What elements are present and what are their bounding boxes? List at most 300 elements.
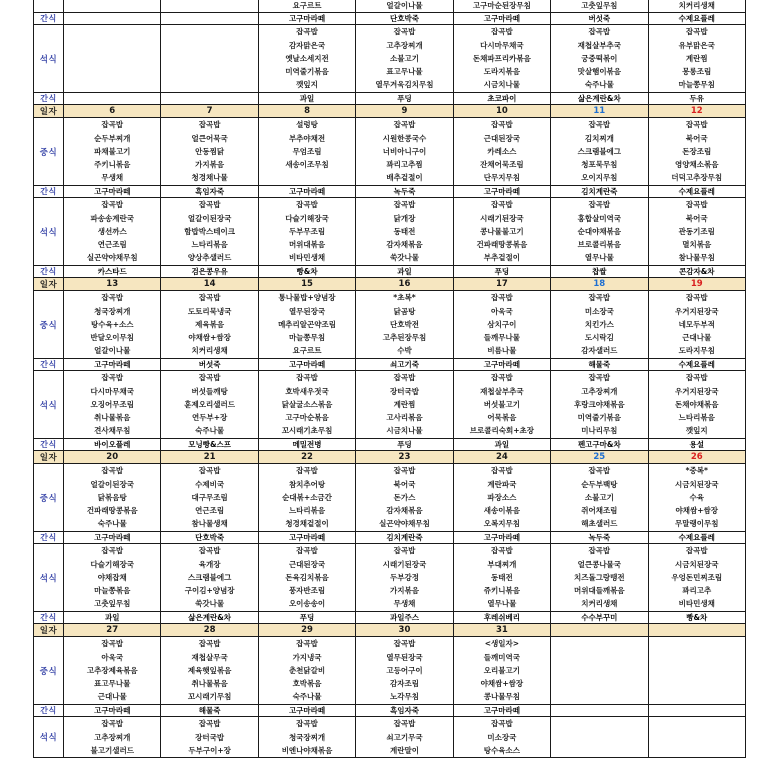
- dinner-cell: [161, 25, 258, 93]
- label-snack: 간식: [34, 13, 64, 25]
- menu-item: 쑥갓나물: [389, 253, 419, 263]
- dinner-cell: [356, 25, 453, 93]
- dinner-cell: [648, 198, 745, 266]
- menu-item: 잡곡밥: [101, 546, 124, 556]
- day-number: 18: [551, 278, 648, 291]
- menu-item: 고사리볶음: [386, 413, 423, 423]
- menu-item: 꼬시래기초무침: [281, 426, 333, 436]
- menu-item: [64, 0, 160, 12]
- menu-item: 동태전: [393, 226, 416, 236]
- menu-item: 어묵볶음: [487, 413, 517, 423]
- dinner-cell: [551, 371, 648, 439]
- menu-item: 닭볶음탕: [97, 492, 127, 502]
- dinner-cell: [356, 544, 453, 612]
- menu-item: 잡곡밥: [685, 293, 708, 303]
- menu-item: 잡곡밥: [393, 546, 416, 556]
- menu-item: 쑥갓나물: [195, 599, 225, 609]
- label-lunch: 중식: [34, 464, 64, 532]
- menu-item: 감자조림: [389, 679, 419, 689]
- menu-item: 콩나물불고기: [480, 226, 524, 236]
- lunch-cell: [161, 291, 258, 359]
- menu-item: 옛날소세지전: [285, 53, 329, 63]
- snack-cell: 해물죽: [161, 705, 258, 717]
- menu-item: 노각무침: [389, 692, 419, 702]
- menu-item: 네모두부적: [678, 319, 715, 329]
- menu-item: 제육볶음: [195, 319, 225, 329]
- menu-item: 잡곡밥: [198, 200, 221, 210]
- menu-item: 느타리볶음: [191, 240, 228, 250]
- menu-item: 단호박전: [389, 319, 419, 329]
- lunch-cell: [648, 464, 745, 532]
- day-number: 22: [258, 451, 355, 464]
- menu-item: 실곤약야채무침: [86, 253, 138, 263]
- menu-item: 시금치된장국: [675, 559, 719, 569]
- day-number: 21: [161, 451, 258, 464]
- dinner-cell: [648, 25, 745, 93]
- menu-item: 잡곡밥: [296, 27, 318, 37]
- menu-item: 건파래땅콩볶음: [476, 240, 528, 250]
- menu-item: 청경채겉절이: [285, 519, 329, 529]
- label-snack: 간식: [34, 186, 64, 198]
- menu-item: 참치추어탕: [288, 479, 326, 489]
- snack-cell: 고구마라떼: [453, 186, 550, 198]
- lunch-cell: [356, 291, 453, 359]
- dinner-cell: [453, 371, 550, 439]
- snack-cell: 버섯죽: [161, 359, 258, 371]
- menu-item: 치커리생채: [581, 599, 618, 609]
- label-day: 일자: [34, 624, 64, 637]
- menu-item: 부추겉절이: [483, 253, 521, 263]
- menu-item: 호박새우젓국: [285, 386, 329, 396]
- menu-item: 가지볶음: [195, 160, 225, 170]
- menu-item: 숙주나물: [195, 426, 225, 436]
- menu-item: 잡곡밥: [491, 546, 513, 556]
- menu-item: 배추겉절이: [386, 173, 423, 183]
- menu-item: 도토리묵냉국: [187, 306, 232, 316]
- lunch-tail-cell: [258, 0, 355, 13]
- snack-cell: 과일: [453, 439, 550, 451]
- snack-cell: 수제요플레: [648, 186, 745, 198]
- menu-item: 잡곡밥: [198, 293, 221, 303]
- menu-item: 얼갈이나물: [94, 346, 131, 356]
- menu-item: 잡곡밥: [393, 719, 416, 729]
- menu-item: 잡곡밥: [198, 719, 221, 729]
- menu-item: 시원한콩국수: [382, 133, 427, 143]
- day-number: 29: [258, 624, 355, 637]
- menu-item: 재첩살부추국: [480, 386, 524, 396]
- menu-item: 시래기된장국: [382, 559, 427, 569]
- menu-item: 잡곡밥: [296, 719, 318, 729]
- menu-item: 우엉돈민찌조림: [671, 572, 723, 582]
- dinner-cell: [64, 544, 161, 612]
- lunch-cell: [356, 637, 453, 705]
- menu-item: 불고기샐러드: [90, 745, 134, 755]
- lunch-tail-cell: [648, 0, 745, 13]
- menu-item: 가지냉국: [292, 652, 322, 662]
- menu-item: 고춧잎무침: [94, 599, 131, 609]
- lunch-tail-cell: [64, 0, 161, 13]
- menu-item: 재첩살무국: [191, 652, 228, 662]
- menu-item: 잡곡밥: [101, 293, 124, 303]
- menu-item: 너비아니구이: [382, 146, 427, 156]
- lunch-cell: [64, 291, 161, 359]
- label-dinner-snack: 간식: [34, 93, 64, 105]
- menu-item: 닭곰탕: [393, 306, 416, 316]
- day-number: 31: [453, 624, 550, 637]
- lunch-tail-cell: [356, 0, 453, 13]
- menu-item: 아욱국: [491, 306, 513, 316]
- menu-item: 치커리생채: [678, 1, 715, 10]
- lunch-cell: [356, 118, 453, 186]
- menu-item: 오이지무침: [581, 173, 618, 183]
- menu-item: 수박: [397, 346, 412, 356]
- menu-item: 동태전: [491, 572, 513, 582]
- menu-item: 다시마무채국: [90, 386, 134, 396]
- snack-cell: 후레쉬베리: [453, 612, 550, 624]
- day-number: 30: [356, 624, 453, 637]
- menu-item: 대구무조림: [191, 492, 228, 502]
- menu-item: 돈가스: [393, 492, 416, 502]
- menu-item: 감자맑은국: [288, 40, 326, 50]
- snack-cell: 고구마라떼: [258, 532, 355, 544]
- menu-item: 얼갈이된장국: [187, 213, 232, 223]
- menu-item: 열무나물: [487, 599, 517, 609]
- lunch-cell: [453, 637, 550, 705]
- day-number: 19: [648, 278, 745, 291]
- menu-item: 순대볶+소금간: [282, 492, 332, 502]
- snack-cell: 수제요플레: [648, 359, 745, 371]
- menu-item: 감자채볶음: [386, 240, 423, 250]
- menu-item: 비타민생채: [678, 599, 715, 609]
- menu-item: 연근조림: [97, 240, 127, 250]
- dinner-cell: [551, 717, 648, 758]
- menu-item: 잡곡밥: [393, 27, 416, 37]
- menu-item: 잡곡밥: [198, 466, 221, 476]
- day-number: 8: [258, 105, 355, 118]
- menu-item: 잔채어묵조림: [480, 160, 524, 170]
- menu-item: 두부무조림: [288, 226, 326, 236]
- menu-item: 수제비국: [195, 479, 225, 489]
- menu-item: 연근조림: [195, 506, 225, 516]
- menu-item: 치커리생채: [191, 346, 228, 356]
- snack-cell: 흑임자죽: [356, 705, 453, 717]
- menu-item: 야채쌈+쌈장: [675, 506, 719, 516]
- menu-item: 돈채야채볶음: [675, 399, 719, 409]
- menu-item: 얼큰콩나물국: [577, 559, 622, 569]
- snack-cell: 모닝빵&스프: [161, 439, 258, 451]
- menu-item: 잡곡밥: [588, 546, 611, 556]
- dinner-cell: [258, 544, 355, 612]
- snack-cell: 고구마라떼: [453, 13, 550, 25]
- menu-item: 머위대들깨볶음: [573, 586, 625, 596]
- menu-item: 무말랭이무침: [675, 519, 719, 529]
- snack-cell: 녹두죽: [551, 532, 648, 544]
- menu-item: 장터국밥: [195, 732, 225, 742]
- menu-item: 재첩살부추국: [577, 40, 622, 50]
- lunch-cell: [551, 118, 648, 186]
- lunch-cell: [161, 118, 258, 186]
- menu-item: 설렁탕: [296, 120, 318, 130]
- menu-item: 느타리볶음: [678, 413, 715, 423]
- menu-item: 시금치나물: [483, 80, 521, 90]
- dinner-cell: [258, 198, 355, 266]
- menu-item: 우거지된장국: [675, 386, 719, 396]
- menu-item: 취나물볶음: [94, 413, 131, 423]
- menu-item: 브로콜리숙회+초장: [469, 426, 535, 436]
- dinner-cell: [453, 198, 550, 266]
- menu-item: 파채불고기: [94, 146, 131, 156]
- menu-item: 야채쌈+쌈장: [188, 333, 231, 343]
- snack-cell: 푸딩: [356, 93, 453, 105]
- snack-cell: [64, 93, 161, 105]
- menu-item: 들깨무나물: [483, 333, 521, 343]
- menu-item: 스크램블에그: [187, 572, 232, 582]
- menu-item: 두부구이+장: [188, 745, 231, 755]
- menu-item: 계란말이: [389, 745, 419, 755]
- menu-item: 잡곡밥: [588, 293, 611, 303]
- day-number: [648, 624, 745, 637]
- snack-cell: 펜고구마&차: [551, 439, 648, 451]
- label-dinner: 석식: [34, 544, 64, 612]
- lunch-cell: [258, 637, 355, 705]
- menu-item: 비타민생채: [288, 253, 326, 263]
- menu-item: 돈장조림: [682, 146, 712, 156]
- day-number: 28: [161, 624, 258, 637]
- menu-item: 궁중떡볶이: [581, 53, 618, 63]
- menu-item: 고구마순볶음: [285, 413, 329, 423]
- menu-item: 북어국: [685, 133, 708, 143]
- menu-item: 반달오이무침: [90, 333, 134, 343]
- lunch-cell: [64, 637, 161, 705]
- menu-item: 고추장찌개: [386, 40, 423, 50]
- menu-item: 청국장찌개: [288, 732, 326, 742]
- snack-cell: 단호박죽: [161, 532, 258, 544]
- menu-item: 미나리무침: [581, 426, 618, 436]
- snack-cell: 고구마라떼: [258, 13, 355, 25]
- snack-cell: 고구마라떼: [258, 705, 355, 717]
- menu-item: 오이송송이: [288, 599, 326, 609]
- menu-item: 견사채무침: [94, 426, 131, 436]
- menu-item: 탕수육+소스: [90, 319, 134, 329]
- lunch-cell: [258, 291, 355, 359]
- snack-cell: 고구마라떼: [453, 532, 550, 544]
- snack-cell: 초코파이: [453, 93, 550, 105]
- menu-item: 잡곡밥: [588, 120, 611, 130]
- snack-cell: 푸딩: [258, 612, 355, 624]
- day-number: 17: [453, 278, 550, 291]
- menu-item: 잡곡밥: [101, 120, 124, 130]
- day-number: 11: [551, 105, 648, 118]
- menu-item: 잡곡밥: [101, 639, 124, 649]
- lunch-cell: [64, 118, 161, 186]
- lunch-cell: [161, 637, 258, 705]
- menu-item: 두부강정: [389, 572, 419, 582]
- menu-item: 통나물밥+양념장: [278, 293, 336, 303]
- menu-item: 훈제오리샐러드: [184, 399, 235, 409]
- menu-item: 잡곡밥: [296, 466, 318, 476]
- snack-cell: 푸딩: [356, 439, 453, 451]
- label-dinner: 석식: [34, 371, 64, 439]
- menu-item: 잡곡밥: [588, 373, 611, 383]
- menu-item: 깻잎지: [296, 80, 318, 90]
- snack-cell: 버섯죽: [551, 13, 648, 25]
- snack-cell: 고구마라떼: [64, 359, 161, 371]
- label-snack: 간식: [34, 359, 64, 371]
- menu-item: 마늘쫑무침: [288, 333, 326, 343]
- menu-item: 근대된장국: [288, 559, 326, 569]
- snack-cell: 과일주스: [356, 612, 453, 624]
- menu-item: 들깨미역국: [483, 652, 521, 662]
- menu-item: 계란파국: [487, 479, 517, 489]
- dinner-cell: [648, 371, 745, 439]
- label-day: 일자: [34, 278, 64, 291]
- menu-item: 미소장국: [584, 306, 614, 316]
- snack-cell: 김치계란죽: [356, 532, 453, 544]
- lunch-cell: [648, 637, 745, 705]
- menu-item: 잡곡밥: [198, 120, 221, 130]
- menu-item: 시금치된장국: [675, 479, 719, 489]
- dinner-cell: [258, 25, 355, 93]
- menu-item: 관동기조림: [678, 226, 715, 236]
- menu-item: 육개장: [198, 559, 221, 569]
- menu-item: 참나물무침: [678, 253, 715, 263]
- menu-item: 버섯불고기: [483, 399, 521, 409]
- day-number: 20: [64, 451, 161, 464]
- label-lunch: 중식: [34, 118, 64, 186]
- menu-item: 숙주나물: [292, 692, 322, 702]
- snack-cell: 빵&차: [648, 612, 745, 624]
- menu-item: 근대된장국: [483, 133, 521, 143]
- dinner-cell: [648, 717, 745, 758]
- menu-item: 다시마무채국: [480, 40, 524, 50]
- menu-item: 치즈돌그랑땡전: [573, 572, 625, 582]
- menu-item: *중복*: [685, 466, 708, 476]
- day-number: 16: [356, 278, 453, 291]
- snack-cell: 빵&차: [258, 266, 355, 278]
- menu-item: 도라지볶음: [483, 67, 521, 77]
- menu-item: 잡곡밥: [296, 200, 318, 210]
- snack-cell: 고구마라떼: [258, 359, 355, 371]
- menu-item: 청국장찌개: [94, 306, 131, 316]
- day-number: 6: [64, 105, 161, 118]
- menu-item: 오징어무조림: [90, 399, 134, 409]
- menu-item: 잡곡밥: [198, 546, 221, 556]
- day-number: 10: [453, 105, 550, 118]
- dinner-cell: [453, 717, 550, 758]
- menu-item: 무생채: [101, 173, 124, 183]
- menu-item: 아욱국: [101, 652, 124, 662]
- menu-item: 고춧잎무침: [581, 1, 618, 10]
- snack-cell: 녹두죽: [356, 186, 453, 198]
- label-dinner: 석식: [34, 198, 64, 266]
- menu-item: 다슬기해장국: [90, 559, 134, 569]
- menu-item: 비름나물: [487, 346, 517, 356]
- menu-item: 스크램블에그: [577, 146, 622, 156]
- day-number: [551, 624, 648, 637]
- menu-item: 청포묵무침: [581, 160, 618, 170]
- menu-item: 잡곡밥: [491, 200, 513, 210]
- label-dinner-snack: 간식: [34, 266, 64, 278]
- menu-item: 연두부+장: [192, 413, 228, 423]
- menu-item: 느타리볶음: [288, 506, 326, 516]
- menu-item: 몽롱조림: [682, 67, 712, 77]
- snack-cell: 고구마라떼: [453, 359, 550, 371]
- menu-item: 북어국: [685, 213, 708, 223]
- menu-item: 잡곡밥: [491, 120, 513, 130]
- menu-item: [161, 0, 257, 12]
- menu-item: 청경채나물: [191, 173, 228, 183]
- menu-item: 잡곡밥: [685, 200, 708, 210]
- dinner-cell: [258, 717, 355, 758]
- dinner-cell: [161, 544, 258, 612]
- menu-item: 숙주나물: [97, 519, 127, 529]
- menu-item: 고추장제육볶음: [86, 665, 138, 675]
- lunch-tail-cell: [551, 0, 648, 13]
- snack-cell: 푸딩: [453, 266, 550, 278]
- menu-item: 꽈리고추찜: [386, 160, 423, 170]
- label-lunch: 중식: [34, 291, 64, 359]
- label-lunch-partial: [34, 0, 64, 13]
- menu-item: 새송이볶음: [483, 506, 521, 516]
- snack-cell: [648, 705, 745, 717]
- menu-item: 쇠고기무국: [386, 732, 423, 742]
- menu-item: 후랑크야채볶음: [573, 399, 625, 409]
- label-snack: 간식: [34, 532, 64, 544]
- snack-cell: 수제요플레: [648, 532, 745, 544]
- menu-item: 구이김+양념장: [184, 586, 235, 596]
- menu-item: 잡곡밥: [101, 719, 124, 729]
- menu-item: 감자채볶음: [386, 506, 423, 516]
- menu-item: 가지볶음: [389, 586, 419, 596]
- day-number: 26: [648, 451, 745, 464]
- snack-cell: 고구마라떼: [64, 186, 161, 198]
- snack-cell: 고구마라떼: [64, 532, 161, 544]
- snack-cell: 수제요플레: [648, 13, 745, 25]
- menu-item: 미소장국: [487, 732, 517, 742]
- menu-item: 미역줄기볶음: [285, 67, 329, 77]
- menu-item: 해초샐러드: [581, 519, 618, 529]
- menu-item: 잡곡밥: [588, 466, 611, 476]
- day-number: 9: [356, 105, 453, 118]
- dinner-cell: [161, 717, 258, 758]
- snack-cell: 흑임자죽: [161, 186, 258, 198]
- menu-item: 얼갈이된장국: [90, 479, 134, 489]
- menu-item: 생선까스: [97, 226, 127, 236]
- dinner-cell: [64, 198, 161, 266]
- lunch-cell: [453, 291, 550, 359]
- menu-item: 도라지무침: [678, 346, 715, 356]
- dinner-cell: [64, 717, 161, 758]
- menu-item: 잡곡밥: [296, 546, 318, 556]
- menu-item: 근대나물: [97, 692, 127, 702]
- menu-item: 무생채: [393, 599, 416, 609]
- menu-item: 잡곡밥: [491, 293, 513, 303]
- menu-item: 풍자반조림: [288, 586, 326, 596]
- dinner-cell: [64, 371, 161, 439]
- menu-item: 맛살햄이볶음: [577, 67, 622, 77]
- menu-item: 도시락김: [584, 333, 614, 343]
- menu-item: 꼬시래기무침: [187, 692, 232, 702]
- menu-item: 잡곡밥: [198, 373, 221, 383]
- lunch-cell: [551, 291, 648, 359]
- menu-item: 더덕고추장무침: [671, 173, 723, 183]
- menu-item: 순두부찌개: [94, 133, 131, 143]
- menu-item: 소불고기: [389, 53, 419, 63]
- menu-item: 요구르트: [292, 1, 322, 10]
- menu-item: 고추장찌개: [94, 732, 131, 742]
- lunch-cell: [356, 464, 453, 532]
- snack-cell: 수수부꾸미: [551, 612, 648, 624]
